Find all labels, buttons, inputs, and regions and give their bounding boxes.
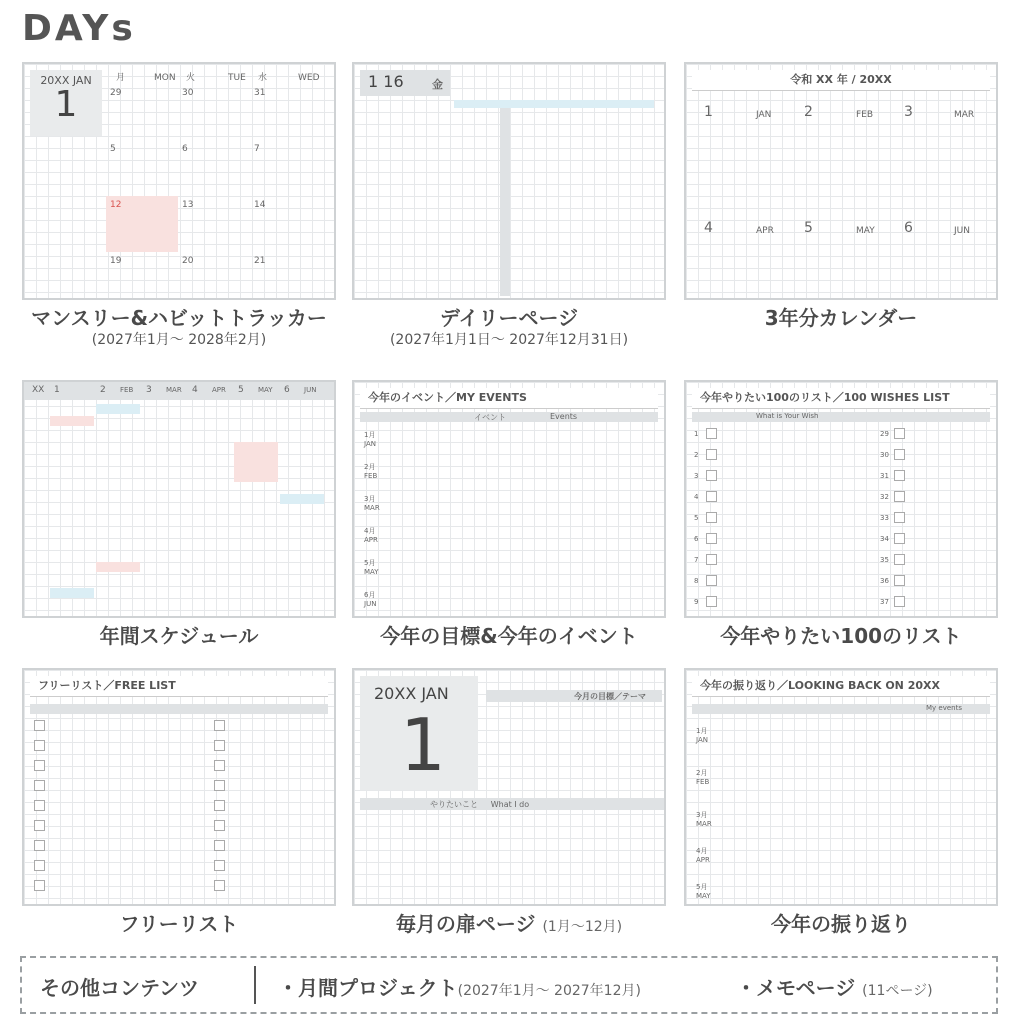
panel-caption: 年間スケジュール	[99, 624, 259, 648]
date-cell: 21	[254, 256, 266, 266]
memo-page-note: (11ページ)	[862, 983, 933, 999]
free-list-checkbox[interactable]	[34, 760, 45, 771]
free-list-band	[30, 704, 328, 714]
month-name: APR	[212, 386, 226, 394]
day-number: 1	[400, 703, 446, 787]
wish-checkbox[interactable]	[894, 533, 905, 544]
wish-number: 8	[694, 577, 699, 585]
month-name: APR	[756, 226, 774, 236]
panel-caption: 今年やりたい100のリスト	[720, 624, 962, 648]
date-cell: 13	[182, 200, 194, 210]
wish-number: 34	[880, 535, 889, 543]
event-bar	[96, 404, 140, 414]
free-list-checkbox[interactable]	[214, 780, 225, 791]
column-label: イベント	[474, 413, 506, 422]
month-row-label: 1月 JAN	[696, 727, 708, 744]
wish-checkbox[interactable]	[706, 428, 717, 439]
wish-number: 33	[880, 514, 889, 522]
month-row-label: 5月 MAY	[364, 559, 379, 576]
wish-checkbox[interactable]	[894, 512, 905, 523]
month-name: FEB	[120, 386, 134, 394]
event-bar	[50, 416, 94, 426]
free-list-checkbox[interactable]	[34, 840, 45, 851]
month-row-label: 6月 JUN	[364, 591, 377, 608]
page-title: DAYs	[22, 8, 136, 49]
panel-subcaption: (2027年1月1日〜 2027年12月31日)	[389, 332, 629, 348]
wish-checkbox[interactable]	[894, 449, 905, 460]
month-number: 1	[54, 385, 60, 395]
wish-checkbox[interactable]	[706, 470, 717, 481]
event-bar	[50, 588, 94, 598]
panel-caption: 3年分カレンダー	[764, 306, 918, 330]
header-mon-jp: 月	[116, 73, 126, 83]
wish-checkbox[interactable]	[706, 533, 717, 544]
free-list-checkbox[interactable]	[214, 720, 225, 731]
year-month-label: 20XX JAN	[374, 684, 449, 703]
wish-checkbox[interactable]	[706, 449, 717, 460]
wish-checkbox[interactable]	[706, 596, 717, 607]
header-tue-jp: 火	[186, 73, 196, 83]
event-bar	[280, 494, 324, 504]
hour-strip	[454, 100, 654, 108]
wish-checkbox[interactable]	[706, 512, 717, 523]
events-column-header	[360, 412, 658, 422]
month-number: 4	[704, 220, 713, 236]
month-row-label: 2月 FEB	[696, 769, 710, 786]
free-list-checkbox[interactable]	[214, 760, 225, 771]
wish-checkbox[interactable]	[894, 470, 905, 481]
month-number: 1	[704, 104, 713, 120]
memo-page-item	[736, 972, 933, 1001]
other-contents-label: その他コンテンツ	[40, 976, 199, 1000]
wishes-thumbnail	[684, 380, 998, 618]
wish-number: 37	[880, 598, 889, 606]
date-cell: 20	[182, 256, 194, 266]
wish-number: 29	[880, 430, 889, 438]
daily-date: 1 16	[368, 72, 404, 91]
panel-subcaption: (2027年1月〜 2028年2月)	[91, 332, 267, 348]
wish-checkbox[interactable]	[706, 491, 717, 502]
event-bar	[96, 562, 140, 572]
free-list-checkbox[interactable]	[214, 880, 225, 891]
timeline-column	[500, 100, 510, 296]
panel-annual-schedule	[22, 380, 336, 648]
wish-number: 32	[880, 493, 889, 501]
year-month-label: 20XX JAN	[40, 74, 92, 87]
divider	[254, 966, 256, 1004]
date-cell: 7	[254, 144, 260, 154]
todo-label: やりたいこと What I do	[430, 800, 530, 809]
month-name: MAY	[258, 386, 273, 394]
date-cell: 14	[254, 200, 266, 210]
month-number: 2	[100, 385, 106, 395]
panel-caption: 今年の振り返り	[771, 912, 911, 936]
panel-three-year-calendar	[684, 62, 998, 330]
month-number: 3	[904, 104, 913, 120]
panel-goals-events	[352, 380, 666, 648]
header-tue-en: TUE	[228, 73, 246, 83]
panel-100-wishes	[684, 380, 998, 648]
date-cell: 29	[110, 88, 122, 98]
monthly-project-note: (2027年1月〜 2027年12月)	[457, 983, 641, 999]
wish-number: 30	[880, 451, 889, 459]
wish-number: 4	[694, 493, 699, 501]
monthly-project-item	[278, 972, 641, 1001]
month-row-label: 3月 MAR	[696, 811, 712, 828]
wish-checkbox[interactable]	[706, 554, 717, 565]
annual-schedule-thumbnail	[22, 380, 336, 618]
month-number: 6	[904, 220, 913, 236]
year-corner: XX	[32, 385, 45, 395]
panel-caption: マンスリー&ハビットトラッカー	[31, 306, 327, 330]
free-list-checkbox[interactable]	[34, 720, 45, 731]
free-list-checkbox[interactable]	[34, 880, 45, 891]
free-list-checkbox[interactable]	[214, 820, 225, 831]
daily-weekday: 金	[432, 78, 443, 91]
daily-thumbnail	[352, 62, 666, 300]
looking-back-header: 今年の振り返り／LOOKING BACK ON 20XX	[692, 676, 990, 697]
panel-monthly	[22, 62, 336, 350]
month-number: 4	[192, 385, 198, 395]
header-wed-en: WED	[298, 73, 320, 83]
month-row-label: 4月 APR	[364, 527, 378, 544]
free-list-checkbox[interactable]	[214, 840, 225, 851]
month-name: JUN	[954, 226, 970, 236]
events-thumbnail	[352, 380, 666, 618]
month-row-label: 2月 FEB	[364, 463, 378, 480]
date-cell: 5	[110, 144, 116, 154]
column-label: What is Your Wish	[756, 412, 819, 420]
three-year-calendar-thumbnail	[684, 62, 998, 300]
month-name: JAN	[756, 110, 772, 120]
monthly-project-label: ・月間プロジェクト	[278, 976, 458, 1000]
free-list-checkbox[interactable]	[214, 800, 225, 811]
date-box	[30, 70, 102, 136]
month-name: MAR	[954, 110, 975, 120]
free-list-checkbox[interactable]	[34, 780, 45, 791]
caption-note: (1月〜12月)	[542, 919, 623, 935]
month-row-label: 4月 APR	[696, 847, 710, 864]
month-name: FEB	[856, 110, 874, 120]
wish-checkbox[interactable]	[894, 554, 905, 565]
panel-daily	[352, 62, 666, 350]
month-number: 2	[804, 104, 813, 120]
event-bar	[234, 442, 278, 482]
panel-free-list	[22, 668, 336, 936]
wish-number: 35	[880, 556, 889, 564]
panel-caption: デイリーページ	[439, 306, 579, 330]
caption-text: 毎月の扉ページ	[395, 912, 536, 936]
month-number: 6	[284, 385, 290, 395]
panel-caption: 今年の目標&今年のイベント	[380, 624, 638, 648]
memo-page-label: ・メモページ	[736, 976, 856, 1000]
month-number: 5	[238, 385, 244, 395]
free-list-checkbox[interactable]	[34, 740, 45, 751]
looking-back-thumbnail	[684, 668, 998, 906]
date-cell: 19	[110, 256, 122, 266]
panel-caption: フリーリスト	[119, 912, 239, 936]
wish-number: 7	[694, 556, 699, 564]
wish-number: 2	[694, 451, 699, 459]
free-list-thumbnail	[22, 668, 336, 906]
month-row-label: 3月 MAR	[364, 495, 380, 512]
monthly-thumbnail	[22, 62, 336, 300]
free-list-checkbox[interactable]	[214, 860, 225, 871]
free-list-checkbox[interactable]	[34, 800, 45, 811]
wishes-column-header	[692, 412, 990, 422]
monthly-door-thumbnail	[352, 668, 666, 906]
wish-number: 6	[694, 535, 699, 543]
free-list-checkbox[interactable]	[34, 860, 45, 871]
day-number: 1	[54, 84, 78, 125]
wish-checkbox[interactable]	[894, 428, 905, 439]
events-header: 今年のイベント／MY EVENTS	[360, 388, 658, 409]
column-label: My events	[926, 704, 962, 712]
column-label: Events	[550, 412, 578, 421]
wish-number: 36	[880, 577, 889, 585]
month-number: 3	[146, 385, 152, 395]
free-list-checkbox[interactable]	[214, 740, 225, 751]
header-mon-en: MON	[154, 73, 176, 83]
header-wed-jp: 水	[258, 73, 268, 83]
theme-label: 今月の目標／テーマ	[574, 692, 646, 701]
month-name: JUN	[304, 386, 317, 394]
date-cell: 12	[110, 200, 122, 210]
wish-number: 9	[694, 598, 699, 606]
free-list-checkbox[interactable]	[34, 820, 45, 831]
wish-number: 1	[694, 430, 699, 438]
wish-checkbox[interactable]	[706, 575, 717, 586]
panel-monthly-door	[352, 668, 666, 939]
month-name: MAR	[166, 386, 182, 394]
date-cell: 31	[254, 88, 266, 98]
wish-number: 31	[880, 472, 889, 480]
other-contents-box	[20, 956, 998, 1014]
wish-checkbox[interactable]	[894, 575, 905, 586]
date-cell: 6	[182, 144, 188, 154]
calendar-header: 令和 XX 年 / 20XX	[692, 70, 990, 91]
wish-checkbox[interactable]	[894, 596, 905, 607]
month-row-label: 5月 MAY	[696, 883, 711, 900]
month-row-label: 1月 JAN	[364, 431, 376, 448]
wishes-header: 今年やりたい100のリスト／100 WISHES LIST	[692, 388, 990, 409]
wish-checkbox[interactable]	[894, 491, 905, 502]
panel-caption	[352, 912, 666, 939]
panel-looking-back	[684, 668, 998, 936]
month-number: 5	[804, 220, 813, 236]
wish-number: 5	[694, 514, 699, 522]
free-list-header: フリーリスト／FREE LIST	[30, 676, 328, 697]
wish-number: 3	[694, 472, 699, 480]
date-cell: 30	[182, 88, 194, 98]
month-name: MAY	[856, 226, 875, 236]
